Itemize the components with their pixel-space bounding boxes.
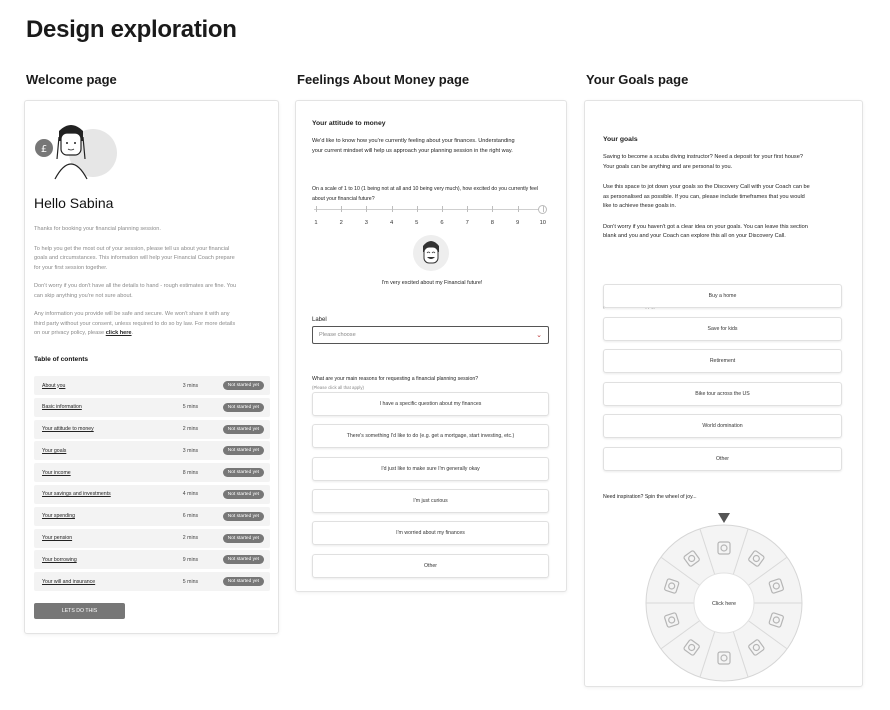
toc-section-link[interactable]: Your savings and investments: [42, 491, 111, 498]
reason-option[interactable]: I'm just curious: [312, 489, 549, 513]
toc-row[interactable]: [34, 529, 270, 548]
toc-row[interactable]: [34, 507, 270, 526]
goals-column-title: Your Goals page: [586, 72, 689, 87]
status-badge: Not started yet: [223, 425, 264, 434]
feelings-intro: [312, 137, 515, 156]
toc-duration: 3 mins: [182, 382, 199, 389]
goal-option[interactable]: Retirement: [603, 349, 842, 373]
excitement-slider[interactable]: [314, 209, 543, 210]
reasons-question: [312, 375, 478, 391]
select-placeholder: Please choose: [319, 332, 356, 338]
toc-section-link[interactable]: Your attitude to money: [42, 426, 94, 433]
toc-row[interactable]: [34, 420, 270, 439]
toc-section-link[interactable]: About you: [42, 382, 66, 389]
goals-intro: [603, 153, 853, 242]
slider-tick-label: 7: [465, 220, 469, 226]
toc-title: Table of contents: [34, 356, 89, 363]
toc-duration: 2 mins: [182, 426, 199, 433]
toc-section-link[interactable]: Basic information: [42, 404, 82, 411]
reason-option[interactable]: Other: [312, 554, 549, 578]
toc-duration: 6 mins: [182, 513, 199, 520]
reason-option[interactable]: I have a specific question about my finances: [312, 392, 549, 416]
reason-select[interactable]: [312, 326, 549, 344]
goals-para-1-line-2: Your goals can be anything and are personal to you.: [603, 163, 733, 170]
status-badge: Not started yet: [223, 555, 264, 564]
page-title: Design exploration: [26, 16, 237, 43]
slider-tick-label: 6: [440, 220, 444, 226]
status-badge: Not started yet: [223, 381, 264, 390]
face-caption: I'm very excited about my Financial future!: [381, 280, 483, 286]
goals-para-2-line-1: Use this space to jot down your goals so the Discovery Call with your Coach can be: [603, 184, 810, 190]
slider-tick: [543, 206, 544, 212]
wheel-of-joy[interactable]: [642, 511, 806, 683]
welcome-text: [34, 225, 274, 339]
toc-row[interactable]: [34, 376, 270, 395]
status-badge: Not started yet: [223, 577, 264, 586]
status-badge: Not started yet: [223, 534, 264, 543]
welcome-card: [24, 100, 279, 634]
welcome-para-4-line-1: Any information you provide will be safe and secure. We won't share it with any: [34, 311, 230, 317]
status-badge: Not started yet: [223, 512, 264, 521]
chevron-down-icon: ⌄: [536, 332, 542, 339]
select-label: Label: [312, 317, 327, 323]
privacy-period: .: [131, 330, 134, 336]
goals-card: [584, 100, 863, 687]
privacy-text: on our privacy policy, please: [34, 330, 105, 336]
slider-tick-label: 10: [539, 220, 547, 226]
privacy-link[interactable]: click here: [105, 330, 132, 336]
toc-section-link[interactable]: Your will and insurance: [42, 578, 96, 585]
goal-option[interactable]: World domination: [603, 414, 842, 438]
welcome-para-4-line-3: [34, 329, 274, 339]
greeting: Hello Sabina: [34, 195, 114, 211]
slider-tick: [316, 206, 317, 212]
toc-duration: 9 mins: [182, 556, 199, 563]
toc-row[interactable]: [34, 485, 270, 504]
pound-sign-icon: £: [40, 144, 48, 155]
toc-section-link[interactable]: Your pension: [42, 535, 73, 542]
toc-duration: 5 mins: [182, 404, 199, 411]
goal-option[interactable]: Save for kids: [603, 317, 842, 341]
reasons-hint: (Please click all that apply): [312, 384, 364, 390]
slider-tick: [341, 206, 342, 212]
slider-tick-label: 3: [364, 220, 368, 226]
reason-option[interactable]: There's something I'd like to do (e.g. get a mortgage, start investing, etc.): [312, 424, 549, 448]
toc-row[interactable]: [34, 398, 270, 417]
slider-tick: [518, 206, 519, 212]
slider-tick: [467, 206, 468, 212]
status-badge: Not started yet: [223, 490, 264, 499]
slider-tick-label: 1: [314, 220, 318, 226]
welcome-column-title: Welcome page: [26, 72, 117, 87]
slider-tick: [442, 206, 443, 212]
feelings-column-title: Feelings About Money page: [297, 72, 470, 87]
feelings-intro-line-2: your current mindset will help us approach your planning session in the right way.: [312, 147, 513, 154]
slider-tick-label: 4: [389, 220, 394, 226]
toc-section-link[interactable]: Your spending: [42, 513, 75, 520]
goal-option[interactable]: Buy a home: [603, 284, 842, 308]
slider-tick: [366, 206, 367, 212]
status-badge: Not started yet: [223, 468, 264, 477]
avatar-illustration: [33, 121, 123, 181]
scale-question: [312, 185, 538, 204]
person-avatar-icon: [33, 121, 123, 181]
toc-row[interactable]: [34, 463, 270, 482]
scale-question-line-2: about your financial future?: [312, 195, 375, 202]
status-badge: Not started yet: [223, 403, 264, 412]
reason-option[interactable]: I'm worried about my finances: [312, 521, 549, 545]
lets-do-this-button[interactable]: LETS DO THIS: [34, 603, 125, 619]
welcome-para-2-line-1: To help you get the most out of your session, please tell us about your financial: [34, 245, 230, 252]
goals-para-3-line-2: blank and you and your Coach can explore this all on your Discovery Call.: [603, 233, 786, 239]
welcome-para-1: Thanks for booking your financial planning session.: [34, 226, 161, 232]
welcome-para-3-line-2: can skip anything you're not sure about.: [34, 292, 133, 299]
wheel-question: Need inspiration? Spin the wheel of joy...: [603, 494, 697, 500]
toc-row[interactable]: [34, 441, 270, 460]
scale-question-line-1: On a scale of 1 to 10 (1 being not at all and 10 being very much), how excited do you currently feel: [312, 186, 539, 192]
reason-option[interactable]: I'd just like to make sure I'm generally okay: [312, 457, 549, 481]
table-of-contents: [34, 376, 270, 594]
toc-row[interactable]: [34, 550, 270, 569]
toc-section-link[interactable]: Your goals: [42, 447, 67, 454]
toc-duration: 8 mins: [182, 469, 199, 476]
goals-section-title: Your goals: [603, 136, 638, 143]
toc-section-link[interactable]: Your borrowing: [42, 556, 77, 563]
goals-para-2-line-2: as personalised as possible. If you can, please include timeframes that you would: [603, 193, 805, 200]
welcome-para-4-line-2: third party without your consent, unless required to do so by law. For more details: [34, 320, 236, 327]
toc-section-link[interactable]: Your income: [42, 469, 71, 476]
toc-duration: 2 mins: [182, 535, 199, 542]
excited-face-icon: [412, 234, 450, 272]
reasons-question-text: What are your main reasons for requesting a financial planning session?: [312, 376, 479, 382]
welcome-para-3-line-1: Don't worry if you don't have all the details to hand - rough estimates are fine. You: [34, 283, 237, 289]
toc-duration: 3 mins: [182, 447, 199, 454]
goal-option[interactable]: Bike tour across the US: [603, 382, 842, 406]
slider-tick-label: 8: [490, 220, 494, 226]
welcome-para-2-line-3: for your first session together.: [34, 264, 108, 271]
toc-duration: 4 mins: [182, 491, 199, 498]
slider-tick: [492, 206, 493, 212]
feelings-intro-line-1: We'd like to know how you're currently feeling about your finances. Understanding: [312, 138, 515, 144]
goals-para-3-line-1: Don't worry if you haven't got a clear idea on your goals. You can leave this section: [603, 223, 808, 230]
slider-tick-label: 5: [415, 220, 419, 226]
wheel-pointer-icon: [718, 513, 730, 523]
goals-para-2-line-3: like to achieve these goals in.: [603, 203, 677, 209]
feelings-card: [295, 100, 567, 592]
wheel-center-label[interactable]: Click here: [712, 601, 736, 607]
toc-duration: 5 mins: [182, 578, 199, 585]
slider-tick: [392, 206, 393, 212]
welcome-para-2-line-2: goals and circumstances. This information will help your Financial Coach prepare: [34, 255, 235, 261]
slider-tick: [417, 206, 418, 212]
goals-para-1-line-1: Saving to become a scuba diving instructor? Need a deposit for your first house?: [603, 154, 803, 160]
feelings-section-title: Your attitude to money: [312, 120, 386, 127]
slider-tick-label: 9: [515, 220, 520, 226]
slider-tick-label: 2: [339, 220, 343, 226]
status-badge: Not started yet: [223, 446, 264, 455]
toc-row[interactable]: [34, 572, 270, 591]
goal-option[interactable]: Other: [603, 447, 842, 471]
